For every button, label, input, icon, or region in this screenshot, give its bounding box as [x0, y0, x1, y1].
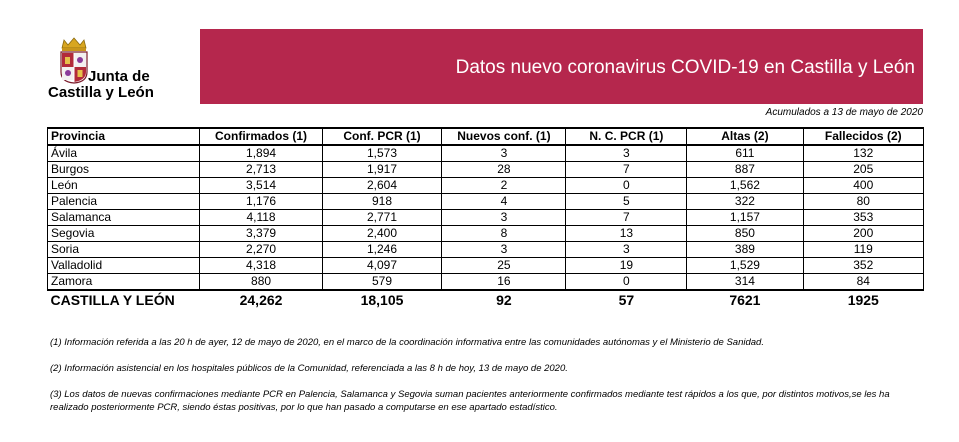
value-cell: 1,246: [322, 242, 442, 258]
province-cell: Valladolid: [48, 258, 200, 274]
value-cell: 25: [442, 258, 566, 274]
value-cell: 1,529: [687, 258, 803, 274]
value-cell: 13: [566, 226, 687, 242]
value-cell: 887: [687, 162, 803, 178]
table-row: [48, 178, 924, 194]
junta-logo: [48, 36, 198, 102]
value-cell: 1,176: [200, 194, 322, 210]
value-cell: 5: [566, 194, 687, 210]
table-row: [48, 162, 924, 178]
value-cell: 3: [442, 242, 566, 258]
value-cell: 4,118: [200, 210, 322, 226]
value-cell: 880: [200, 274, 322, 291]
value-cell: 2,400: [322, 226, 442, 242]
table-row: [48, 210, 924, 226]
value-cell: 119: [803, 242, 923, 258]
value-cell: 1,573: [322, 145, 442, 162]
value-cell: 3: [566, 242, 687, 258]
value-cell: 84: [803, 274, 923, 291]
total-label: CASTILLA Y LEÓN: [50, 292, 175, 308]
value-cell: 611: [687, 145, 803, 162]
province-cell: Salamanca: [48, 210, 200, 226]
total-value: 1925: [847, 292, 879, 308]
table-header-row: [48, 128, 924, 145]
value-cell: 4,097: [322, 258, 442, 274]
footnote-2: (2) Información asistencial en los hospitales públicos de la Comunidad, referenciada a las 8 h de hoy, 13 de mayo de 2020.: [50, 363, 568, 374]
table-row: [48, 145, 924, 162]
coat-of-arms-icon: [58, 36, 90, 84]
value-cell: 352: [803, 258, 923, 274]
footnote-3: (3) Los datos de nuevas confirmaciones mediante PCR en Palencia, Salamanca y Segovia suman pacientes anteriormente confirmados mediante test rápidos a los que, por distintos motivos,se les ha realizado posteriormente PCR, siendo éstas positivas, por lo que han pasado a computarse en ese apartado estadístico.: [50, 389, 890, 413]
column-header: Confirmados (1): [200, 128, 322, 145]
value-cell: 314: [687, 274, 803, 291]
value-cell: 7: [566, 162, 687, 178]
value-cell: 400: [803, 178, 923, 194]
value-cell: 1,917: [322, 162, 442, 178]
province-cell: Burgos: [48, 162, 200, 178]
value-cell: 1,157: [687, 210, 803, 226]
province-cell: Zamora: [48, 274, 200, 291]
total-row: [48, 290, 924, 309]
value-cell: 1,894: [200, 145, 322, 162]
value-cell: 353: [803, 210, 923, 226]
province-cell: Soria: [48, 242, 200, 258]
province-cell: Ávila: [48, 145, 200, 162]
value-cell: 0: [566, 274, 687, 291]
total-value: 18,105: [360, 292, 404, 308]
value-cell: 3,379: [200, 226, 322, 242]
province-cell: Segovia: [48, 226, 200, 242]
value-cell: 389: [687, 242, 803, 258]
value-cell: 3: [442, 210, 566, 226]
total-value: 57: [618, 292, 635, 308]
table-row: [48, 226, 924, 242]
value-cell: 3,514: [200, 178, 322, 194]
value-cell: 28: [442, 162, 566, 178]
table-row: [48, 274, 924, 291]
total-value: 92: [496, 292, 512, 308]
logo-line1: Junta de: [88, 68, 150, 85]
value-cell: 2,604: [322, 178, 442, 194]
province-cell: León: [48, 178, 200, 194]
value-cell: 579: [322, 274, 442, 291]
value-cell: 205: [803, 162, 923, 178]
value-cell: 132: [803, 145, 923, 162]
value-cell: 850: [687, 226, 803, 242]
value-cell: 19: [566, 258, 687, 274]
value-cell: 2,270: [200, 242, 322, 258]
value-cell: 2,713: [200, 162, 322, 178]
table-row: [48, 258, 924, 274]
value-cell: 3: [442, 145, 566, 162]
value-cell: 322: [687, 194, 803, 210]
total-value: 7621: [729, 292, 761, 308]
accumulated-date: Acumulados a 13 de mayo de 2020: [765, 107, 923, 118]
page-title: Datos nuevo coronavirus COVID-19 en Castilla y León: [455, 57, 915, 78]
table-row: [48, 194, 924, 210]
value-cell: 8: [442, 226, 566, 242]
value-cell: 2: [442, 178, 566, 194]
column-header: Provincia: [48, 128, 200, 145]
table-row: [48, 242, 924, 258]
column-header: Altas (2): [687, 128, 803, 145]
value-cell: 2,771: [322, 210, 442, 226]
province-cell: Palencia: [48, 194, 200, 210]
covid-data-table: [47, 127, 924, 309]
column-header: Conf. PCR (1): [322, 128, 442, 145]
value-cell: 3: [566, 145, 687, 162]
value-cell: 1,562: [687, 178, 803, 194]
column-header: Fallecidos (2): [803, 128, 923, 145]
column-header: N. C. PCR (1): [566, 128, 687, 145]
column-header: Nuevos conf. (1): [442, 128, 566, 145]
value-cell: 4,318: [200, 258, 322, 274]
value-cell: 918: [322, 194, 442, 210]
logo-line2: Castilla y León: [48, 84, 154, 101]
value-cell: 0: [566, 178, 687, 194]
value-cell: 7: [566, 210, 687, 226]
total-value: 24,262: [239, 292, 283, 308]
value-cell: 16: [442, 274, 566, 291]
footnote-1: (1) Información referida a las 20 h de ayer, 12 de mayo de 2020, en el marco de la coordinación informativa entre las comunidades autónomas y el Ministerio de Sanidad.: [50, 337, 764, 348]
value-cell: 4: [442, 194, 566, 210]
title-banner: [200, 29, 923, 104]
value-cell: 80: [803, 194, 923, 210]
value-cell: 200: [803, 226, 923, 242]
